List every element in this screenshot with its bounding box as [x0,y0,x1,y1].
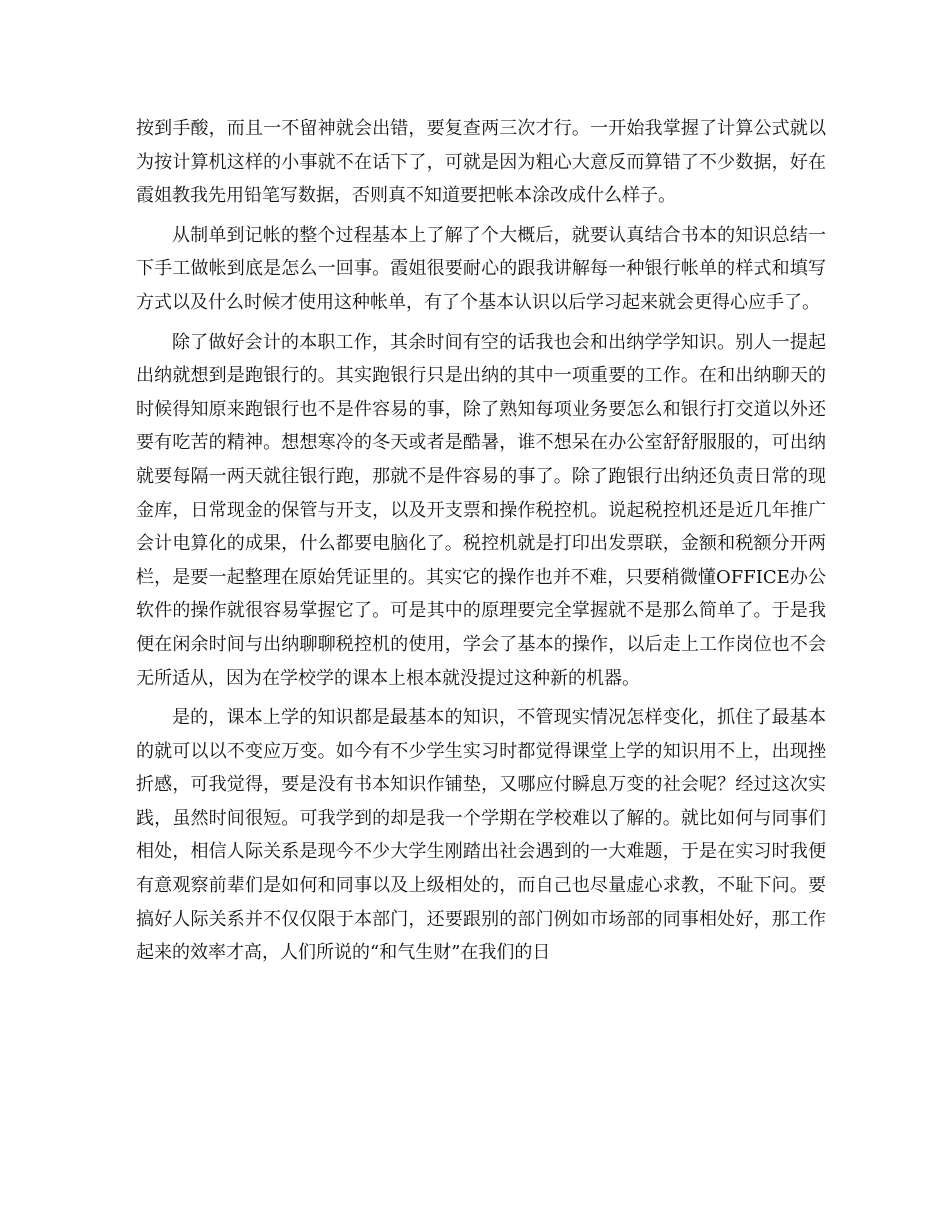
paragraph-2: 从制单到记帐的整个过程基本上了解了个大概后，就要认真结合书本的知识总结一下手工做帐到底是怎么一回事。霞姐很要耐心的跟我讲解每一种银行帐单的样式和填写方式以及什么时候才使用这种帐单，有了个基本认识以后学习起来就会更得心应手了。 [136,224,826,313]
paragraph-4: 是的，课本上学的知识都是最基本的知识，不管现实情况怎样变化，抓住了最基本的就可以以不变应万变。如今有不少学生实习时都觉得课堂上学的知识用不上，出现挫折感，可我觉得，要是没有书本知识作铺垫，又哪应付瞬息万变的社会呢？经过这次实践，虽然时间很短。可我学到的却是我一个学期在学校难以了解的。就比如何与同事们相处，相信人际关系是现今不少大学生刚踏出社会遇到的一大难题，于是在实习时我便有意观察前辈们是如何和同事以及上级相处的，而自己也尽量虚心求教，不耻下问。要搞好人际关系并不仅仅限于本部门，还要跟别的部门例如市场部的同事相处好，那工作起来的效率才高，人们所说的“和气生财”在我们的日 [136,707,826,964]
paragraph-3: 除了做好会计的本职工作，其余时间有空的话我也会和出纳学学知识。别人一提起出纳就想到是跑银行的。其实跑银行只是出纳的其中一项重要的工作。在和出纳聊天的时候得知原来跑银行也不是件容易的事，除了熟知每项业务要怎么和银行打交道以外还要有吃苦的精神。想想寒冷的冬天或者是酷暑，谁不想呆在办公室舒舒服服的，可出纳就要每隔一两天就往银行跑，那就不是件容易的事了。除了跑银行出纳还负责日常的现金库，日常现金的保管与开支，以及开支票和操作税控机。说起税控机还是近几年推广会计电算化的成果，什么都要电脑化了。税控机就是打印出发票联，金额和税额分开两栏，是要一起整理在原始凭证里的。其实它的操作也并不难，只要稍微懂OFFICE办公软件的操作就很容易掌握它了。可是其中的原理要完全掌握就不是那么简单了。于是我便在闲余时间与出纳聊聊税控机的使用，学会了基本的操作，以后走上工作岗位也不会无所适从，因为在学校学的课本上根本就没提过这种新的机器。 [136,331,826,689]
paragraph-1: 按到手酸，而且一不留神就会出错，要复查两三次才行。一开始我掌握了计算公式就以为按计算机这样的小事就不在话下了，可就是因为粗心大意反而算错了不少数据，好在霞姐教我先用铅笔写数据，否则真不知道要把帐本涂改成什么样子。 [136,118,826,207]
document-body [136,112,826,976]
